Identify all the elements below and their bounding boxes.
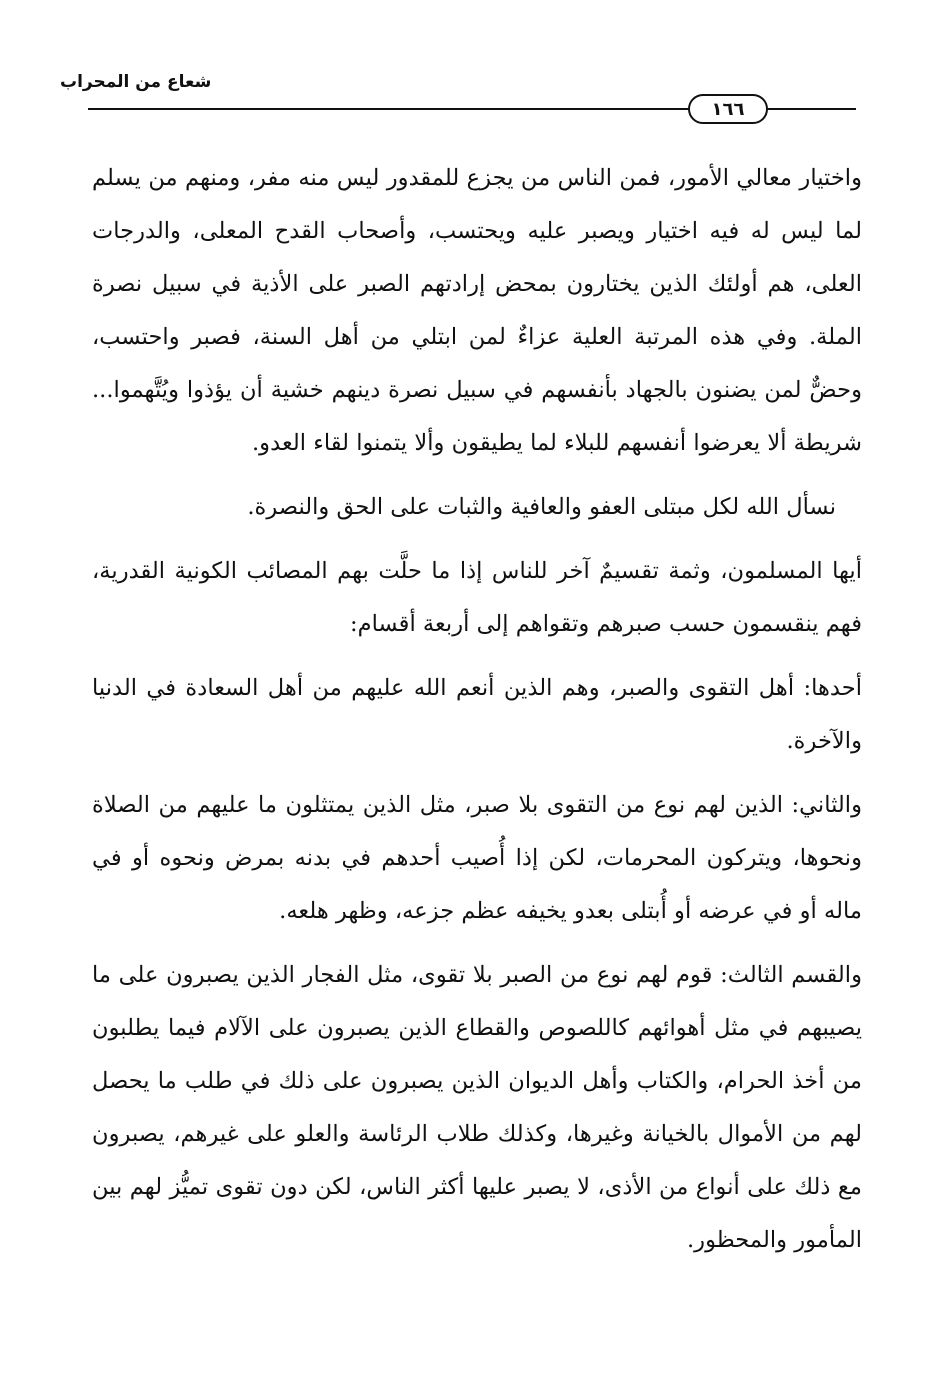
paragraph: نسأل الله لكل مبتلى العفو والعافية والثبات على الحق والنصرة.	[247, 494, 836, 520]
body-text	[92, 152, 862, 1278]
paragraph: والثاني: الذين لهم نوع من التقوى بلا صبر، مثل الذين يمتثلون ما عليهم من الصلاة ونحوها، ويتركون المحرمات، لكن إذا أُصيب أحدهم في بدنه بمرض ونحوه أو في ماله أو في عرضه أو أُبتلى بعدو يخيفه عظم جزعه، وظهر هلعه.	[92, 792, 862, 924]
paragraph: أيها المسلمون، وثمة تقسيمٌ آخر للناس إذا ما حلَّت بهم المصائب الكونية القدرية، فهم ينقسمون حسب صبرهم وتقواهم إلى أربعة أقسام:	[92, 558, 862, 637]
paragraph: واختيار معالي الأمور، فمن الناس من يجزع للمقدور ليس منه مفر، ومنهم من يسلم لما ليس له فيه اختيار ويصبر عليه ويحتسب، وأصحاب القدح المعلى، والدرجات العلى، هم أولئك الذين يختارون بمحض إرادتهم الصبر على الأذية في سبيل نصرة الملة. وفي هذه المرتبة العلية عزاءٌ لمن ابتلي من أهل السنة، فصبر واحتسب، وحضٌّ لمن يضنون بالجهاد بأنفسهم في سبيل نصرة دينهم خشية أن يؤذوا ويُتَّهموا... شريطة ألا يعرضوا أنفسهم للبلاء لما يطيقون وألا يتمنوا لقاء العدو.	[92, 165, 862, 456]
paragraph: والقسم الثالث: قوم لهم نوع من الصبر بلا تقوى، مثل الفجار الذين يصبرون على ما يصيبهم في مثل أهوائهم كاللصوص والقطاع الذين يصبرون على الآلام فيما يطلبون من أخذ الحرام، والكتاب وأهل الديوان الذين يصبرون على ذلك في طلب ما يحصل لهم من الأموال بالخيانة وغيرها، وكذلك طلاب الرئاسة والعلو على غيرهم، يصبرون مع ذلك على أنواع من الأذى، لا يصبر عليها أكثر الناس، لكن دون تقوى تميُّز لهم بين المأمور والمحظور.	[92, 962, 862, 1253]
page-number: ١٦٦	[688, 94, 768, 124]
paragraph: أحدها: أهل التقوى والصبر، وهم الذين أنعم الله عليهم من أهل السعادة في الدنيا والآخرة.	[92, 675, 862, 754]
running-title: شعاع من المحراب	[60, 72, 212, 92]
